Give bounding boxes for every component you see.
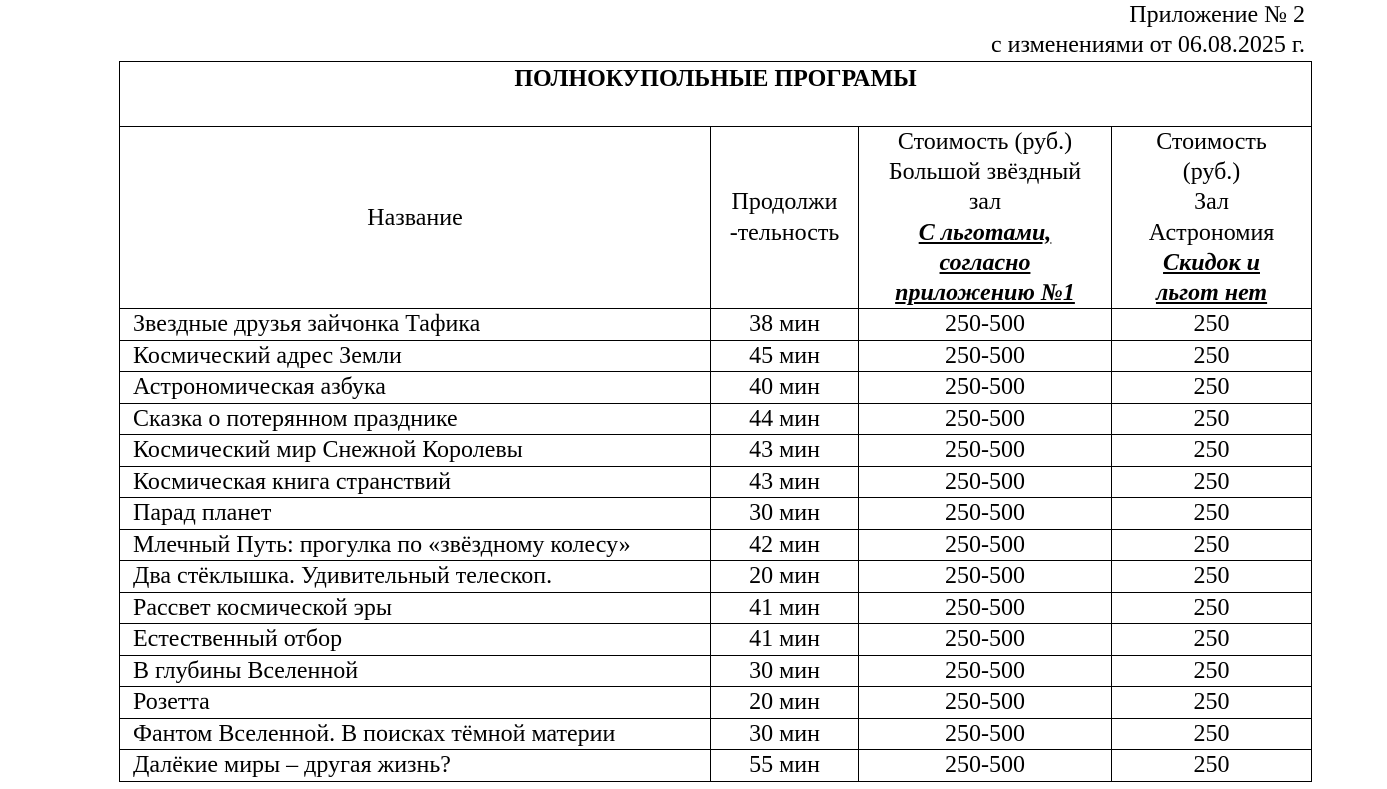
program-name-cell: Млечный Путь: прогулка по «звёздному колесу»: [120, 529, 711, 561]
header-name: [120, 127, 711, 309]
appendix-header: [991, 0, 1305, 60]
duration-cell: 44 мин: [711, 403, 859, 435]
header-astro-line1: Стоимость: [1156, 129, 1267, 155]
astro-hall-price-cell: 250: [1112, 592, 1312, 624]
astro-hall-price-cell: 250: [1112, 498, 1312, 530]
duration-cell: 41 мин: [711, 624, 859, 656]
header-big-hall-discount-line2: согласно: [939, 249, 1031, 276]
big-hall-price-cell: 250-500: [859, 403, 1112, 435]
header-astro-line2: (руб.): [1182, 159, 1241, 186]
astro-hall-price-cell: 250: [1112, 655, 1312, 687]
programs-price-table: [119, 61, 1312, 782]
astro-hall-price-cell: 250: [1112, 529, 1312, 561]
big-hall-price-cell: 250-500: [859, 466, 1112, 498]
duration-cell: 30 мин: [711, 498, 859, 530]
appendix-number: Приложение № 2: [1129, 2, 1305, 28]
big-hall-price-cell: 250-500: [859, 592, 1112, 624]
program-name-cell: Парад планет: [120, 498, 711, 530]
header-big-hall-line3: зал: [968, 189, 1002, 216]
table-row: [120, 655, 1312, 687]
program-name-cell: Розетта: [120, 687, 711, 719]
duration-cell: 41 мин: [711, 592, 859, 624]
program-name-cell: Космический адрес Земли: [120, 340, 711, 372]
program-name-cell: Космический мир Снежной Королевы: [120, 435, 711, 467]
table-row: [120, 372, 1312, 404]
duration-cell: 42 мин: [711, 529, 859, 561]
table-title: ПОЛНОКУПОЛЬНЫЕ ПРОГРАМЫ: [120, 62, 1312, 127]
duration-cell: 43 мин: [711, 466, 859, 498]
duration-cell: 38 мин: [711, 309, 859, 341]
astro-hall-price-cell: 250: [1112, 687, 1312, 719]
duration-cell: 43 мин: [711, 435, 859, 467]
header-duration-line2: -тельность: [729, 219, 840, 246]
astro-hall-price-cell: 250: [1112, 403, 1312, 435]
big-hall-price-cell: 250-500: [859, 340, 1112, 372]
header-duration-line1: Продолжи: [731, 189, 838, 216]
duration-cell: 30 мин: [711, 718, 859, 750]
duration-cell: 40 мин: [711, 372, 859, 404]
program-name-cell: Фантом Вселенной. В поисках тёмной материи: [120, 718, 711, 750]
astro-hall-price-cell: 250: [1112, 372, 1312, 404]
table-row: [120, 624, 1312, 656]
big-hall-price-cell: 250-500: [859, 655, 1112, 687]
header-big-hall-price: [859, 127, 1112, 309]
table-row: [120, 403, 1312, 435]
header-name-label: Название: [367, 204, 463, 231]
header-big-hall-line2: Большой звёздный: [888, 159, 1082, 186]
astro-hall-price-cell: 250: [1112, 750, 1312, 782]
program-name-cell: Космическая книга странствий: [120, 466, 711, 498]
big-hall-price-cell: 250-500: [859, 687, 1112, 719]
header-big-hall-discount-line1: С льготами,: [918, 219, 1052, 246]
table-row: [120, 529, 1312, 561]
table-row: [120, 561, 1312, 593]
big-hall-price-cell: 250-500: [859, 498, 1112, 530]
appendix-revision-date: с изменениями от 06.08.2025 г.: [990, 32, 1305, 58]
duration-cell: 45 мин: [711, 340, 859, 372]
header-big-hall-discount-line3: приложению №1: [895, 280, 1075, 307]
header-astro-no-discount-line1: Скидок и: [1163, 249, 1260, 276]
big-hall-price-cell: 250-500: [859, 309, 1112, 341]
header-astro-hall-price: [1112, 127, 1312, 309]
astro-hall-price-cell: 250: [1112, 561, 1312, 593]
astro-hall-price-cell: 250: [1112, 309, 1312, 341]
header-duration: [711, 127, 859, 309]
table-row: [120, 498, 1312, 530]
big-hall-price-cell: 250-500: [859, 750, 1112, 782]
astro-hall-price-cell: 250: [1112, 466, 1312, 498]
big-hall-price-cell: 250-500: [859, 529, 1112, 561]
astro-hall-price-cell: 250: [1112, 340, 1312, 372]
table-row: [120, 340, 1312, 372]
table-row: [120, 466, 1312, 498]
big-hall-price-cell: 250-500: [859, 372, 1112, 404]
table-row: [120, 592, 1312, 624]
table-title-row: [120, 62, 1312, 127]
duration-cell: 30 мин: [711, 655, 859, 687]
table-row: [120, 309, 1312, 341]
duration-cell: 55 мин: [711, 750, 859, 782]
astro-hall-price-cell: 250: [1112, 718, 1312, 750]
astro-hall-price-cell: 250: [1112, 435, 1312, 467]
table-row: [120, 718, 1312, 750]
program-name-cell: В глубины Вселенной: [120, 655, 711, 687]
big-hall-price-cell: 250-500: [859, 435, 1112, 467]
program-name-cell: Сказка о потерянном празднике: [120, 403, 711, 435]
table-row: [120, 435, 1312, 467]
program-name-cell: Рассвет космической эры: [120, 592, 711, 624]
program-name-cell: Астрономическая азбука: [120, 372, 711, 404]
program-name-cell: Далёкие миры – другая жизнь?: [120, 750, 711, 782]
big-hall-price-cell: 250-500: [859, 718, 1112, 750]
big-hall-price-cell: 250-500: [859, 624, 1112, 656]
header-astro-no-discount-line2: льгот нет: [1155, 280, 1268, 307]
program-name-cell: Два стёклышка. Удивительный телескоп.: [120, 561, 711, 593]
duration-cell: 20 мин: [711, 687, 859, 719]
header-astro-line3: Зал: [1194, 189, 1229, 216]
table-row: [120, 687, 1312, 719]
duration-cell: 20 мин: [711, 561, 859, 593]
table-header-row: [120, 127, 1312, 309]
program-name-cell: Естественный отбор: [120, 624, 711, 656]
header-big-hall-line1: Стоимость (руб.): [897, 129, 1073, 155]
big-hall-price-cell: 250-500: [859, 561, 1112, 593]
table-row: [120, 750, 1312, 782]
header-astro-line4: Астрономия: [1148, 219, 1275, 246]
program-name-cell: Звездные друзья зайчонка Тафика: [120, 309, 711, 341]
astro-hall-price-cell: 250: [1112, 624, 1312, 656]
